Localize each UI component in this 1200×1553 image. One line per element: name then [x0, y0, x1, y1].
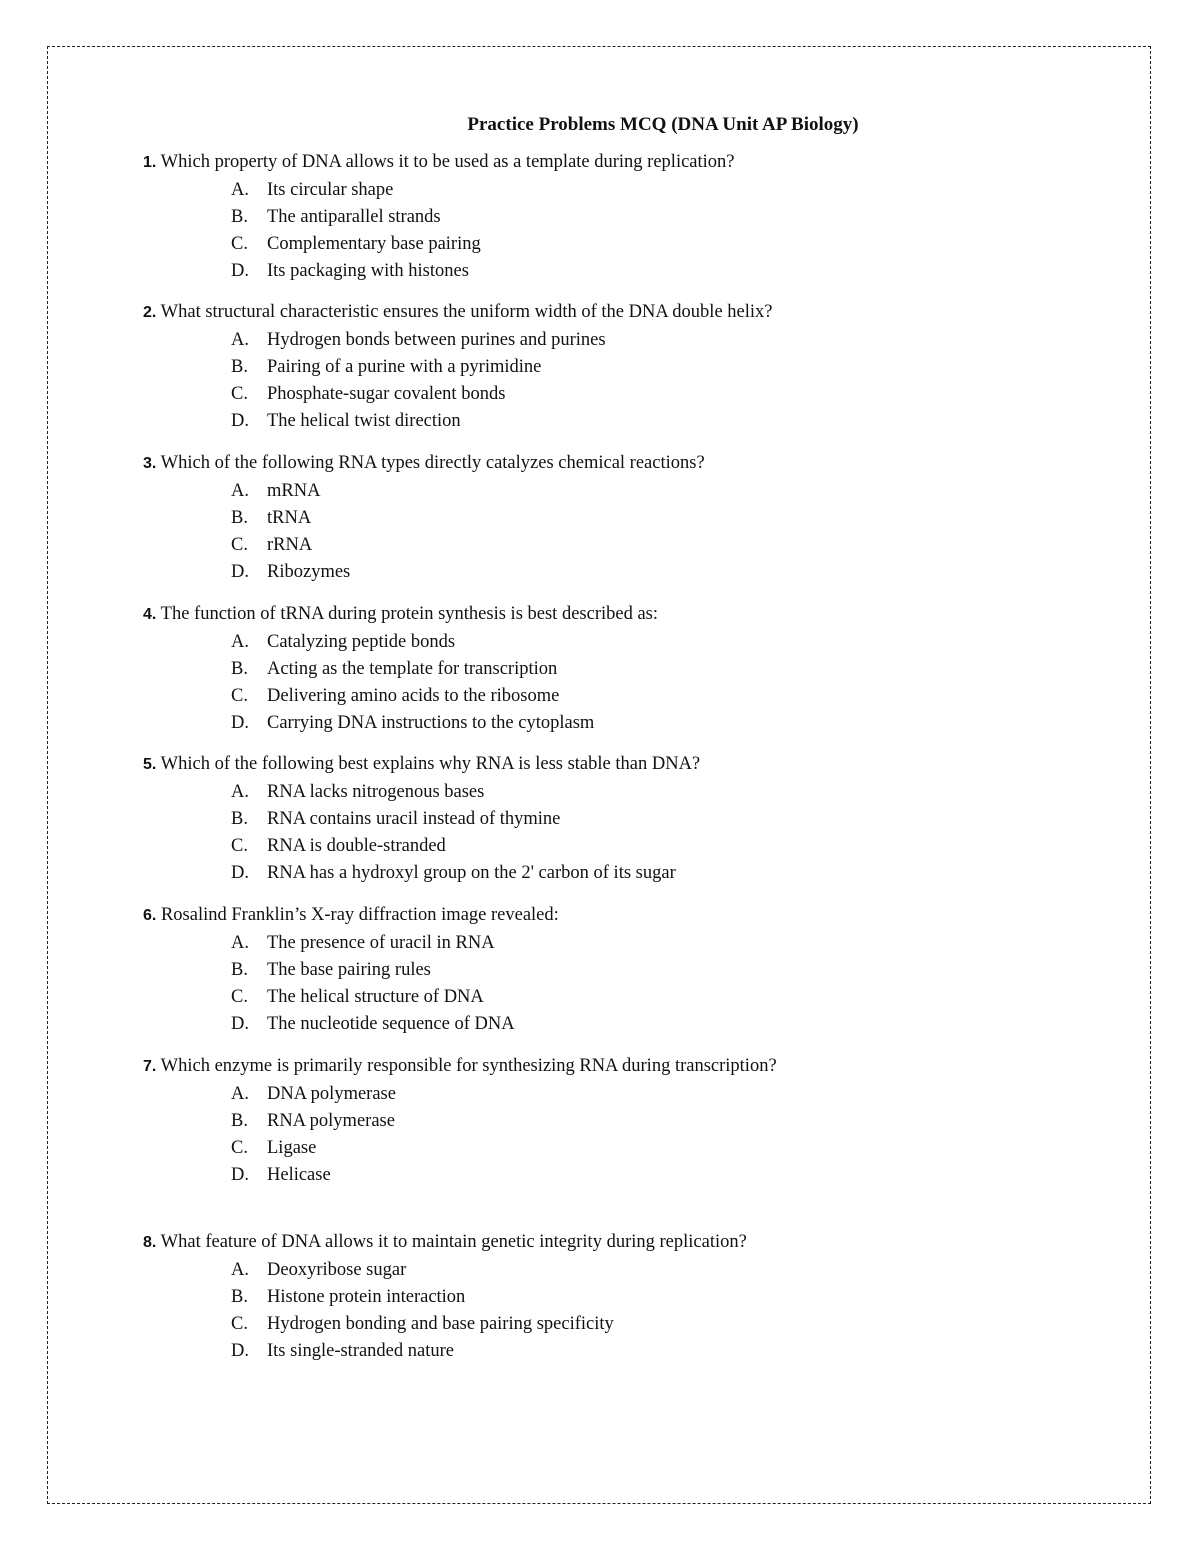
option-text: Catalyzing peptide bonds — [267, 632, 456, 652]
option-text: DNA polymerase — [267, 1084, 396, 1104]
question-4 — [143, 602, 658, 737]
option-b — [143, 957, 559, 984]
option-a — [143, 327, 773, 354]
option-c — [143, 1311, 747, 1338]
option-letter: A. — [231, 1260, 249, 1280]
option-letter: D. — [231, 562, 249, 582]
option-text: Carrying DNA instructions to the cytoplasm — [267, 713, 595, 733]
question-text: Which of the following best explains why RNA is less stable than DNA? — [160, 754, 701, 774]
option-b — [143, 1108, 777, 1135]
option-c — [143, 231, 735, 258]
option-letter: B. — [231, 1111, 248, 1131]
question-5 — [143, 752, 700, 887]
option-letter: A. — [231, 782, 249, 802]
option-a — [143, 930, 559, 957]
option-letter: B. — [231, 809, 248, 829]
option-letter: A. — [231, 330, 249, 350]
question-7 — [143, 1054, 777, 1189]
option-letter: C. — [231, 1138, 248, 1158]
option-c — [143, 381, 773, 408]
option-text: The base pairing rules — [267, 960, 431, 980]
option-text: Helicase — [267, 1165, 331, 1185]
option-text: Hydrogen bonds between purines and purines — [267, 330, 606, 350]
option-text: Ribozymes — [267, 562, 351, 582]
option-text: Delivering amino acids to the ribosome — [267, 686, 560, 706]
option-letter: A. — [231, 180, 249, 200]
question-number: 7. — [143, 1058, 157, 1075]
option-a — [143, 1081, 777, 1108]
option-letter: A. — [231, 481, 249, 501]
option-letter: D. — [231, 261, 249, 281]
question-stem — [143, 451, 705, 475]
question-stem — [143, 752, 700, 776]
option-letter: C. — [231, 836, 248, 856]
option-text: Deoxyribose sugar — [267, 1260, 407, 1280]
option-letter: B. — [231, 1287, 248, 1307]
option-text: Complementary base pairing — [267, 234, 481, 254]
option-text: The nucleotide sequence of DNA — [267, 1014, 515, 1034]
option-b — [143, 806, 700, 833]
option-text: RNA contains uracil instead of thymine — [267, 809, 561, 829]
option-letter: D. — [231, 411, 249, 431]
question-stem — [143, 300, 773, 324]
option-text: Histone protein interaction — [267, 1287, 466, 1307]
option-text: The helical structure of DNA — [267, 987, 484, 1007]
option-text: Phosphate-sugar covalent bonds — [267, 384, 506, 404]
option-c — [143, 532, 705, 559]
option-list — [143, 177, 735, 285]
question-number: 3. — [143, 455, 157, 472]
option-b — [143, 656, 658, 683]
option-d — [143, 1162, 777, 1189]
question-text: What structural characteristic ensures the uniform width of the DNA double helix? — [160, 302, 773, 322]
question-stem — [143, 903, 559, 927]
question-text: Which of the following RNA types directly catalyzes chemical reactions? — [160, 453, 705, 473]
option-text: RNA lacks nitrogenous bases — [267, 782, 485, 802]
question-number: 2. — [143, 304, 157, 321]
question-2 — [143, 300, 773, 435]
question-stem — [143, 150, 735, 174]
option-text: Ligase — [267, 1138, 317, 1158]
option-list — [143, 629, 658, 737]
option-text: Pairing of a purine with a pyrimidine — [267, 357, 542, 377]
option-d — [143, 1338, 747, 1365]
option-a — [143, 177, 735, 204]
option-c — [143, 1135, 777, 1162]
option-a — [143, 779, 700, 806]
option-c — [143, 984, 559, 1011]
option-letter: D. — [231, 863, 249, 883]
option-text: The helical twist direction — [267, 411, 461, 431]
option-letter: D. — [231, 1165, 249, 1185]
question-text: Which enzyme is primarily responsible for synthesizing RNA during transcription? — [160, 1056, 777, 1076]
option-list — [143, 478, 705, 586]
question-number: 6. — [143, 907, 157, 924]
option-text: RNA has a hydroxyl group on the 2' carbon of its sugar — [267, 863, 676, 883]
option-text: Acting as the template for transcription — [267, 659, 558, 679]
question-number: 4. — [143, 606, 157, 623]
option-text: tRNA — [267, 508, 312, 528]
option-text: The presence of uracil in RNA — [267, 933, 495, 953]
option-text: RNA is double-stranded — [267, 836, 446, 856]
option-d — [143, 1011, 559, 1038]
option-letter: C. — [231, 987, 248, 1007]
option-letter: C. — [231, 234, 248, 254]
option-letter: D. — [231, 1341, 249, 1361]
option-b — [143, 354, 773, 381]
option-letter: A. — [231, 1084, 249, 1104]
option-text: The antiparallel strands — [267, 207, 441, 227]
option-d — [143, 559, 705, 586]
option-letter: C. — [231, 535, 248, 555]
option-text: RNA polymerase — [267, 1111, 395, 1131]
option-text: Its single-stranded nature — [267, 1341, 454, 1361]
option-letter: B. — [231, 659, 248, 679]
option-letter: A. — [231, 933, 249, 953]
option-a — [143, 478, 705, 505]
question-stem — [143, 1054, 777, 1078]
option-letter: B. — [231, 357, 248, 377]
option-letter: A. — [231, 632, 249, 652]
option-text: Its circular shape — [267, 180, 394, 200]
option-c — [143, 683, 658, 710]
option-letter: C. — [231, 686, 248, 706]
option-text: rRNA — [267, 535, 313, 555]
option-list — [143, 779, 700, 887]
option-c — [143, 833, 700, 860]
page-title: Practice Problems MCQ (DNA Unit AP Biology) — [467, 114, 859, 135]
question-text: Which property of DNA allows it to be used as a template during replication? — [160, 152, 735, 172]
option-letter: D. — [231, 713, 249, 733]
question-8 — [143, 1230, 747, 1365]
option-list — [143, 1257, 747, 1365]
option-b — [143, 505, 705, 532]
option-b — [143, 204, 735, 231]
question-stem — [143, 602, 658, 626]
option-letter: C. — [231, 384, 248, 404]
option-letter: B. — [231, 960, 248, 980]
option-list — [143, 327, 773, 435]
option-list — [143, 1081, 777, 1189]
question-1 — [143, 150, 735, 285]
option-b — [143, 1284, 747, 1311]
question-text: The function of tRNA during protein synthesis is best described as: — [160, 604, 659, 624]
question-number: 1. — [143, 154, 157, 171]
question-number: 5. — [143, 756, 157, 773]
option-a — [143, 629, 658, 656]
option-d — [143, 710, 658, 737]
option-letter: D. — [231, 1014, 249, 1034]
option-text: Its packaging with histones — [267, 261, 469, 281]
option-text: Hydrogen bonding and base pairing specificity — [267, 1314, 614, 1334]
question-6 — [143, 903, 559, 1038]
question-stem — [143, 1230, 747, 1254]
option-list — [143, 930, 559, 1038]
option-d — [143, 860, 700, 887]
option-d — [143, 258, 735, 285]
option-a — [143, 1257, 747, 1284]
option-d — [143, 408, 773, 435]
question-number: 8. — [143, 1234, 157, 1251]
option-letter: C. — [231, 1314, 248, 1334]
question-3 — [143, 451, 705, 586]
option-letter: B. — [231, 508, 248, 528]
option-letter: B. — [231, 207, 248, 227]
question-text: What feature of DNA allows it to maintain genetic integrity during replication? — [160, 1232, 747, 1252]
option-text: mRNA — [267, 481, 321, 501]
question-text: Rosalind Franklin’s X-ray diffraction image revealed: — [160, 905, 559, 925]
